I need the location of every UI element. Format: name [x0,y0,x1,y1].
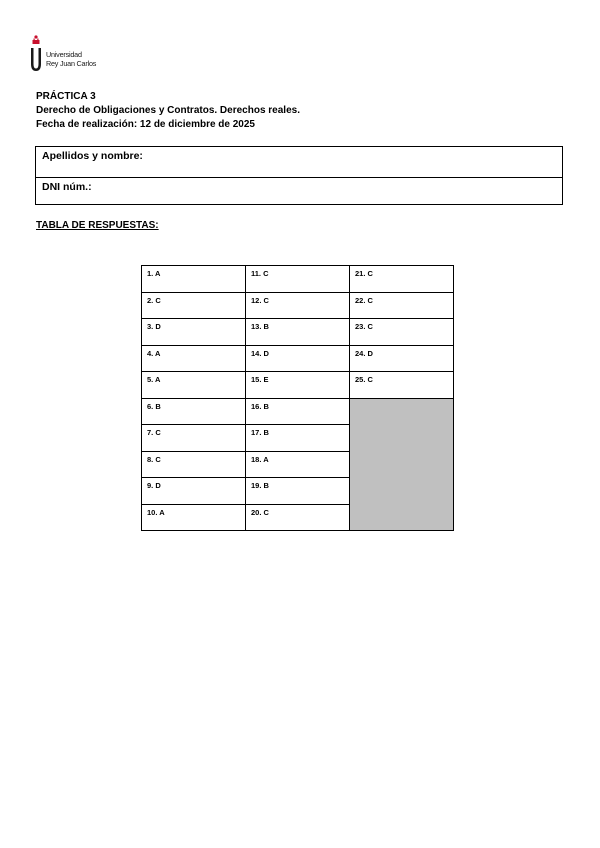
answer-cell: 14. D [246,345,350,372]
empty-cell [350,425,454,452]
table-row [142,478,454,505]
practice-title: PRÁCTICA 3 [36,91,96,102]
table-row [142,372,454,399]
answer-cell: 13. B [246,319,350,346]
document-header [36,90,300,132]
answer-cell: 18. A [246,451,350,478]
name-label: Apellidos y nombre: [42,150,143,162]
answer-cell: 7. C [142,425,246,452]
university-crest-icon [30,34,42,72]
empty-cell [350,478,454,505]
answer-cell: 1. A [142,266,246,293]
answer-cell: 9. D [142,478,246,505]
answer-cell: 15. E [246,372,350,399]
answer-cell: 11. C [246,266,350,293]
answer-cell: 25. C [350,372,454,399]
answer-cell: 20. C [246,504,350,531]
table-row [142,319,454,346]
logo-line-2: Rey Juan Carlos [46,59,97,68]
table-row [142,425,454,452]
answer-cell: 24. D [350,345,454,372]
answer-cell: 19. B [246,478,350,505]
answer-cell: 23. C [350,319,454,346]
table-row [142,345,454,372]
answer-cell: 22. C [350,292,454,319]
answers-table [141,265,454,531]
answer-cell: 4. A [142,345,246,372]
dni-label: DNI núm.: [42,181,92,193]
dni-field[interactable] [36,178,562,205]
student-id-box [35,146,563,205]
table-row [142,451,454,478]
empty-cell [350,504,454,531]
answer-cell: 6. B [142,398,246,425]
answer-cell: 16. B [246,398,350,425]
logo-line-1: Universidad [46,50,82,59]
answers-table-title: TABLA DE RESPUESTAS: [36,220,159,231]
answer-cell: 2. C [142,292,246,319]
answer-cell: 8. C [142,451,246,478]
table-row [142,292,454,319]
date-line: Fecha de realización: 12 de diciembre de 2025 [36,119,255,130]
empty-cell [350,451,454,478]
table-row [142,398,454,425]
answer-cell: 3. D [142,319,246,346]
university-logo [30,34,110,74]
answer-cell: 10. A [142,504,246,531]
answer-cell: 12. C [246,292,350,319]
table-row [142,266,454,293]
answer-cell: 21. C [350,266,454,293]
subject-line: Derecho de Obligaciones y Contratos. Derechos reales. [36,105,300,116]
name-field[interactable] [36,147,562,178]
answer-cell: 5. A [142,372,246,399]
table-row [142,504,454,531]
empty-cell [350,398,454,425]
answer-cell: 17. B [246,425,350,452]
